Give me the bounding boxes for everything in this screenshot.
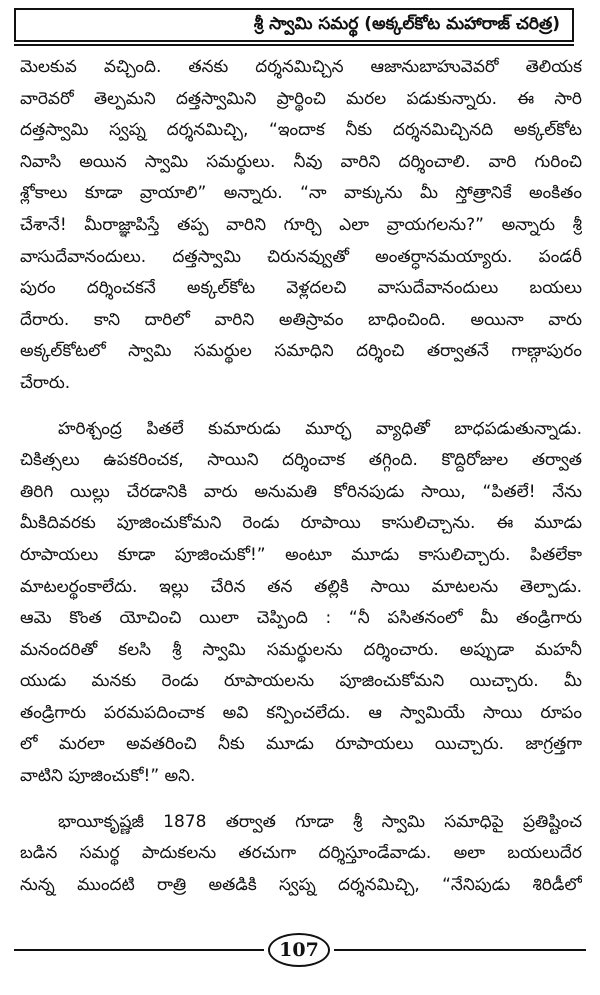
header-box [14,8,574,42]
footer-rule-left [14,949,264,951]
text-line: వాటిని పూజించుకో!” అని. [20,766,196,787]
page-number: 107 [279,939,319,961]
paragraph-2 [20,414,582,793]
text-line: వాసుదేవానందులు. దత్తస్వామి చిరునవ్వుతో అంతర్ధానమయ్యారు. పండరీ [20,246,582,267]
text-line: దత్తస్వామి స్వప్న దర్శనమిచ్చి, “ఇందాక నీకు దర్శనమిచ్చినది అక్కల్‌కోట [20,120,582,141]
text-line: యుడు మనకు రెండు రూపాయలను పూజించుకోమని యిచ్చారు. మీ [20,671,582,692]
text-line: శ్లోకాలు కూడా వ్రాయాలి” అన్నారు. “నా వాక్కును మీ స్తోత్రానికే అంకితం [20,183,582,204]
text-line: చేరారు. [20,372,71,393]
footer-rule-right [334,949,586,951]
text-line: తిరిగి యిల్లు చేరడానికి వారు అనుమతి కోరినపుడు సాయి, “పితలే! నేను [20,481,582,502]
header-rule [14,44,574,46]
running-header-title: శ్రీ స్వామి సమర్థ (అక్కల్‌కోట మహారాజ్ చరిత్ర) [253,14,560,34]
paragraph-gap [20,400,582,414]
text-line: హరిశ్చంద్ర పితలే కుమారుడు మూర్ఛ వ్యాధితో బాధపడుతున్నాడు. [58,418,582,439]
text-line: చేశానే! మీరాజ్ఞాపిస్తే తప్ప వారిని గూర్చి ఎలా వ్రాయగలను?” అన్నారు శ్రీ [20,214,582,235]
text-line: రూపాయలు కూడా పూజించుకో!” అంటూ మూడు కాసులిచ్చారు. పితలేకా [20,544,582,565]
text-line: నున్న ముందటి రాత్రి అతడికి స్వప్న దర్శనమిచ్చి, “నేనిపుడు శిరిడీలో [20,874,582,895]
page-body [20,52,582,901]
text-line: వారెవరో తెల్పమని దత్తస్వామిని ప్రార్థించి మరల పడుకున్నారు. ఈ సారి [20,88,582,109]
text-line: నివాసి అయిన స్వామి సమర్థులు. నీవు వారిని దర్శించాలి. వారి గురించి [20,151,582,172]
paragraph-gap [20,793,582,807]
text-line: భాయీకృష్ణజీ 1878 తర్వాత గూడా శ్రీ స్వామి సమాధిపై ప్రతిష్టించ [58,811,582,832]
text-line: మీకిదివరకు పూజించుకోమని రెండు రూపాయి కాసులిచ్చాను. ఈ మూడు [20,513,582,534]
text-line: తండ్రిగారు పరమపదించాక అవి కన్పించలేదు. ఆ స్వామియే సాయి రూపం [20,702,582,723]
text-line: పురం దర్శించకనే అక్కల్‌కోట వెళ్లదలచి వాసుదేవానందులు బయలు [20,278,582,299]
text-line: చికిత్సలు ఉపకరించక, సాయిని దర్శించాక తగ్గింది. కొద్దిరోజుల తర్వాత [20,450,582,471]
page-number-badge [268,933,330,967]
paragraph-3 [20,807,582,902]
text-line: మనందరితో కలసి శ్రీ స్వామి సమర్థులను దర్శించారు. అప్పుడా మహనీ [20,639,582,660]
text-line: ఆమె కొంత యోచించి యిలా చెప్పింది : “నీ పసితనంలో మీ తండ్రిగారు [20,608,582,629]
text-line: లో మరలా అవతరించి నీకు మూడు రూపాయలు యిచ్చారు. జాగ్రత్తగా [20,734,582,755]
text-line: బడిన సమర్థ పాదుకలను తరచుగా దర్శిస్తూండేవాడు. అలా బయలుదేర [20,843,582,864]
text-line: మెలకువ వచ్చింది. తనకు దర్శనమిచ్చిన ఆజానుబాహువెవరో తెలియక [20,57,582,77]
text-line: అక్కల్‌కోటలో స్వామి సమర్థుల సమాధిని దర్శించి తర్వాతనే గాణ్గాపురం [20,341,582,362]
text-line: దేరారు. కాని దారిలో వారిని అతిస్రావం బాధించింది. అయినా వారు [20,309,582,330]
paragraph-1 [20,52,582,400]
text-line: మాటలర్థంకాలేదు. ఇల్లు చేరిన తన తల్లికి సాయి మాటలను తెల్పాడు. [20,576,582,597]
